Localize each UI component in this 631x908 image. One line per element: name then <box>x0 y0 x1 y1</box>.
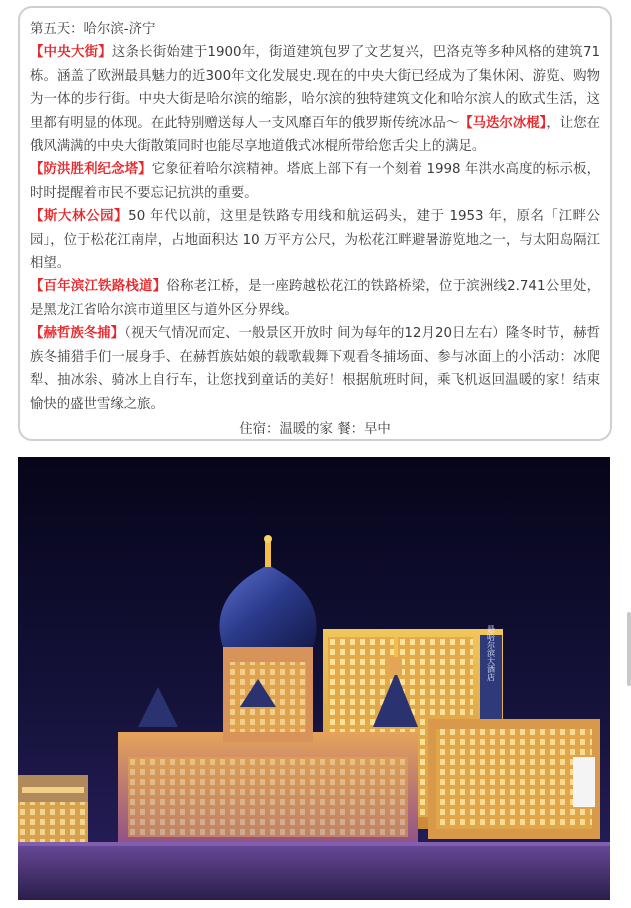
section-hezhe-fishing <box>30 322 600 416</box>
section-railway-bridge <box>30 275 600 322</box>
section-tag: 【百年滨江铁路栈道】 <box>30 279 167 295</box>
hotel-sign: 悬哈尔滨大酒店 <box>486 625 496 681</box>
saint-sophia-cathedral-photo <box>18 457 610 900</box>
section-tag-ice-pop: 【马迭尔冰棍】 <box>459 115 547 131</box>
accommodation-meals: 住宿：温暖的家 餐：早中 <box>239 421 391 437</box>
section-text: 50 年代以前，这里是铁路专用线和航运码头，建于 1953 年，原名「江畔公园」，位于松花江南岸，占地面积达 10 万平方公尺，为松花江畔避暑游览地之一，与太阳岛隔江相望。 <box>30 209 601 272</box>
section-tag: 【赫哲族冬捕】 <box>30 326 125 342</box>
section-stalin-park <box>30 205 600 275</box>
section-text: 这条长街始建于1900年，街道建筑包罗了文艺复兴，巴洛克等多种风格的建筑71栋。涵盖了欧洲最具魅力的近300年文化发展史.现在的中央大街已经成为了集休闲、游览、购物为一体的步行街。中央大街是哈尔滨的缩影，哈尔滨的独特建筑文化和哈尔滨人的欧式生活，这里都有明显的体现。在此特别赠送每人一支风靡百年的俄罗斯传统冰品～ <box>30 45 600 131</box>
itinerary-card <box>18 6 612 441</box>
scrollbar-thumb[interactable] <box>627 612 631 686</box>
section-text: ，让您在俄风满满的中央大街散策同时也能尽享地道俄式冰棍所带给您舌尖上的满足。 <box>30 115 601 155</box>
section-text: 俗称老江桥，是一座跨越松花江的铁路桥梁，位于滨洲线2.741公里处，是黑龙江省哈尔滨市道里区与道外区分界线。 <box>30 279 600 318</box>
section-text: 它象征着哈尔滨精神。塔底上部下有一个刻着 1998 年洪水高度的标示板，时时提醒着市民不要忘记抗洪的重要。 <box>30 162 601 201</box>
section-flood-tower <box>30 158 600 205</box>
section-zhongyang-dajie <box>30 41 600 158</box>
section-text: （视天气情况而定、一般景区开放时 间为每年的12月20日左右）隆冬时节，赫哲族冬捕猎手们一展身手、在赫哲族姑娘的载歌载舞下观看冬捕场面、参与冰面上的小活动：冰爬犁、抽冰尜、骑冰上自行车，让您找到童话的美好！根据航班时间，乘飞机返回温暖的家！结束愉快的盛世雪缘之旅。 <box>30 326 601 412</box>
day-title: 第五天：哈尔滨-济宁 <box>30 22 156 37</box>
section-tag: 【防洪胜利纪念塔】 <box>30 162 152 178</box>
section-tag: 【中央大街】 <box>30 45 112 61</box>
section-tag: 【斯大林公园】 <box>30 209 129 225</box>
photo-illustration <box>18 457 610 900</box>
